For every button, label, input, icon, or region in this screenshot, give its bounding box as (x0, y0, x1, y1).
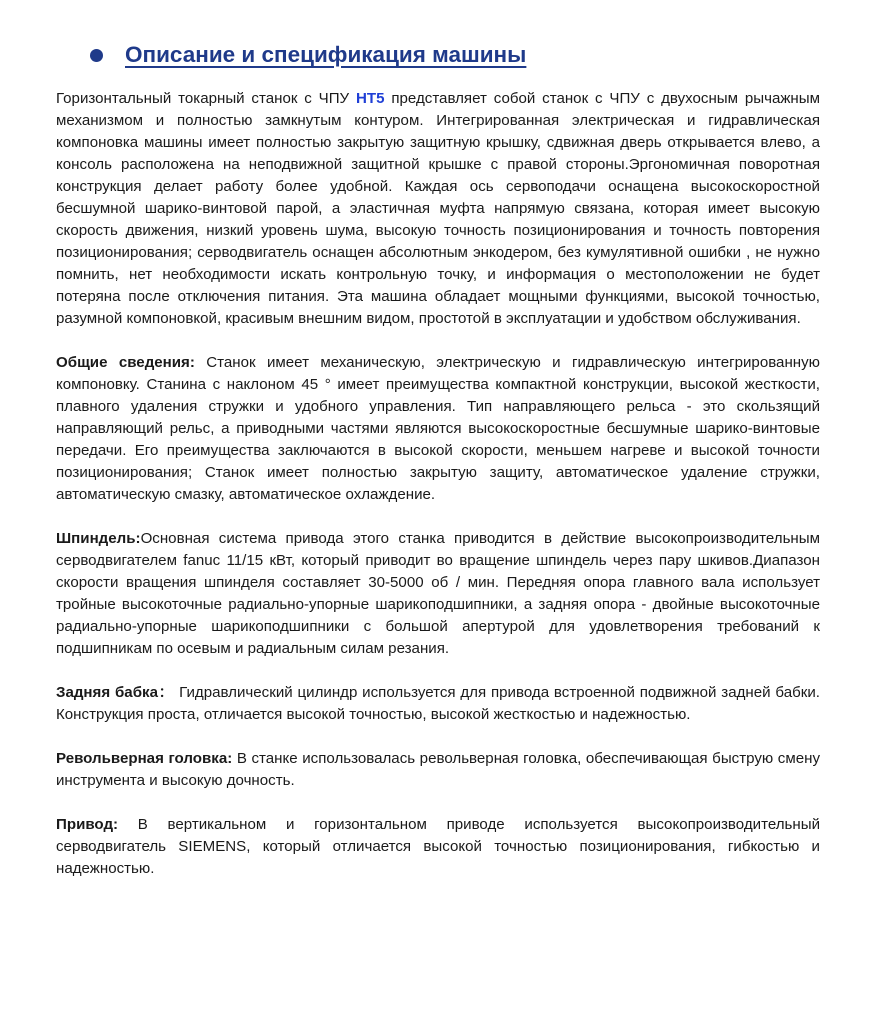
model-name: HT5 (355, 90, 385, 107)
drive-paragraph (56, 814, 820, 880)
intro-text-start: Горизонтальный токарный станок с ЧПУ (56, 90, 356, 107)
intro-text-rest: представляет собой станок с ЧПУ с двухосным рычажным механизмом и полностью замкнутым контуром. Интегрированная электрическая и гидравлическая компоновка машины имеет полностью закрытую защитную крышку, сдвижная дверь открывается влево, а консоль расположена на неподвижной защитной крышке с правой стороны.Эргономичная поворотная конструкция делает работу более удобной. Каждая ось сервоподачи оснащена высокоскоростной бесшумной шарико-винтовой парой, а эластичная муфта напрямую связана, которая имеет высокую скорость движения, низкий уровень шума, высокую точность позиционирования и точность повторения позиционирования; серводвигатель оснащен абсолютным энкодером, без кумулятивной ошибки , не нужно помнить, нет необходимости искать контрольную точку, и информация о местоположении не будет потеряна после отключения питания. Эта машина обладает мощными функциями, высокой точностью, разумной компоновкой, красивым внешним видом, простотой в эксплуатации и удобством обслуживания. (56, 90, 820, 327)
turret-label: Револьверная головка: (56, 750, 233, 767)
spindle-paragraph (56, 528, 820, 660)
general-label: Общие сведения: (56, 354, 195, 371)
tailstock-paragraph (56, 682, 820, 726)
spindle-text: Основная система привода этого станка приводится в действие высокопроизводительным серводвигателем fanuc 11/15 кВт, который приводит во вращение шпиндель через пару шкивов.Диапазон скорости вращения шпинделя составляет 30-5000 об / мин. Передняя опора главного вала использует тройные высокоточные радиально-упорные шарикоподшипники, а задняя опора - двойные высокоточные радиально-упорные шарикоподшипники с большой апертурой для удовлетворения требований к подшипникам по осевым и радиальным силам резания. (56, 530, 820, 657)
tailstock-text: Гидравлический цилиндр используется для привода встроенной подвижной задней бабки. Конструкция проста, отличается высокой точностью, высокой жесткостью и надежностью. (56, 684, 820, 723)
section-heading (90, 38, 820, 72)
bullet-icon (90, 49, 103, 62)
general-text: Станок имеет механическую, электрическую и гидравлическую интегрированную компоновку. Станина с наклоном 45 ° имеет преимущества компактной конструкции, высокой жесткости, плавного удаления стружки и удобного управления. Тип направляющего рельса - это скользящий направляющий рельс, а приводными частями являются высокоскоростные бесшумные шарико-винтовые передачи. Его преимущества заключаются в высокой скорости, меньшем нагреве и высокой точности позиционирования; Станок имеет полностью закрытую защиту, автоматическое удаление стружки, автоматическую смазку, автоматическое охлаждение. (56, 354, 820, 503)
page-title: Описание и спецификация машины (125, 42, 527, 67)
tailstock-label: Задняя бабка： (56, 684, 175, 701)
document-page (56, 38, 820, 880)
drive-text: В вертикальном и горизонтальном приводе используется высокопроизводительный серводвигатель SIEMENS, который отличается высокой точностью позиционирования, гибкостью и надежностью. (56, 816, 820, 877)
general-paragraph (56, 352, 820, 506)
turret-paragraph (56, 748, 820, 792)
intro-paragraph (56, 88, 820, 330)
drive-label: Привод: (56, 816, 119, 833)
spindle-label: Шпиндель: (56, 530, 141, 547)
turret-text: В станке использовалась револьверная головка, обеспечивающая быструю смену инструмента и высокую дочность. (56, 750, 820, 789)
